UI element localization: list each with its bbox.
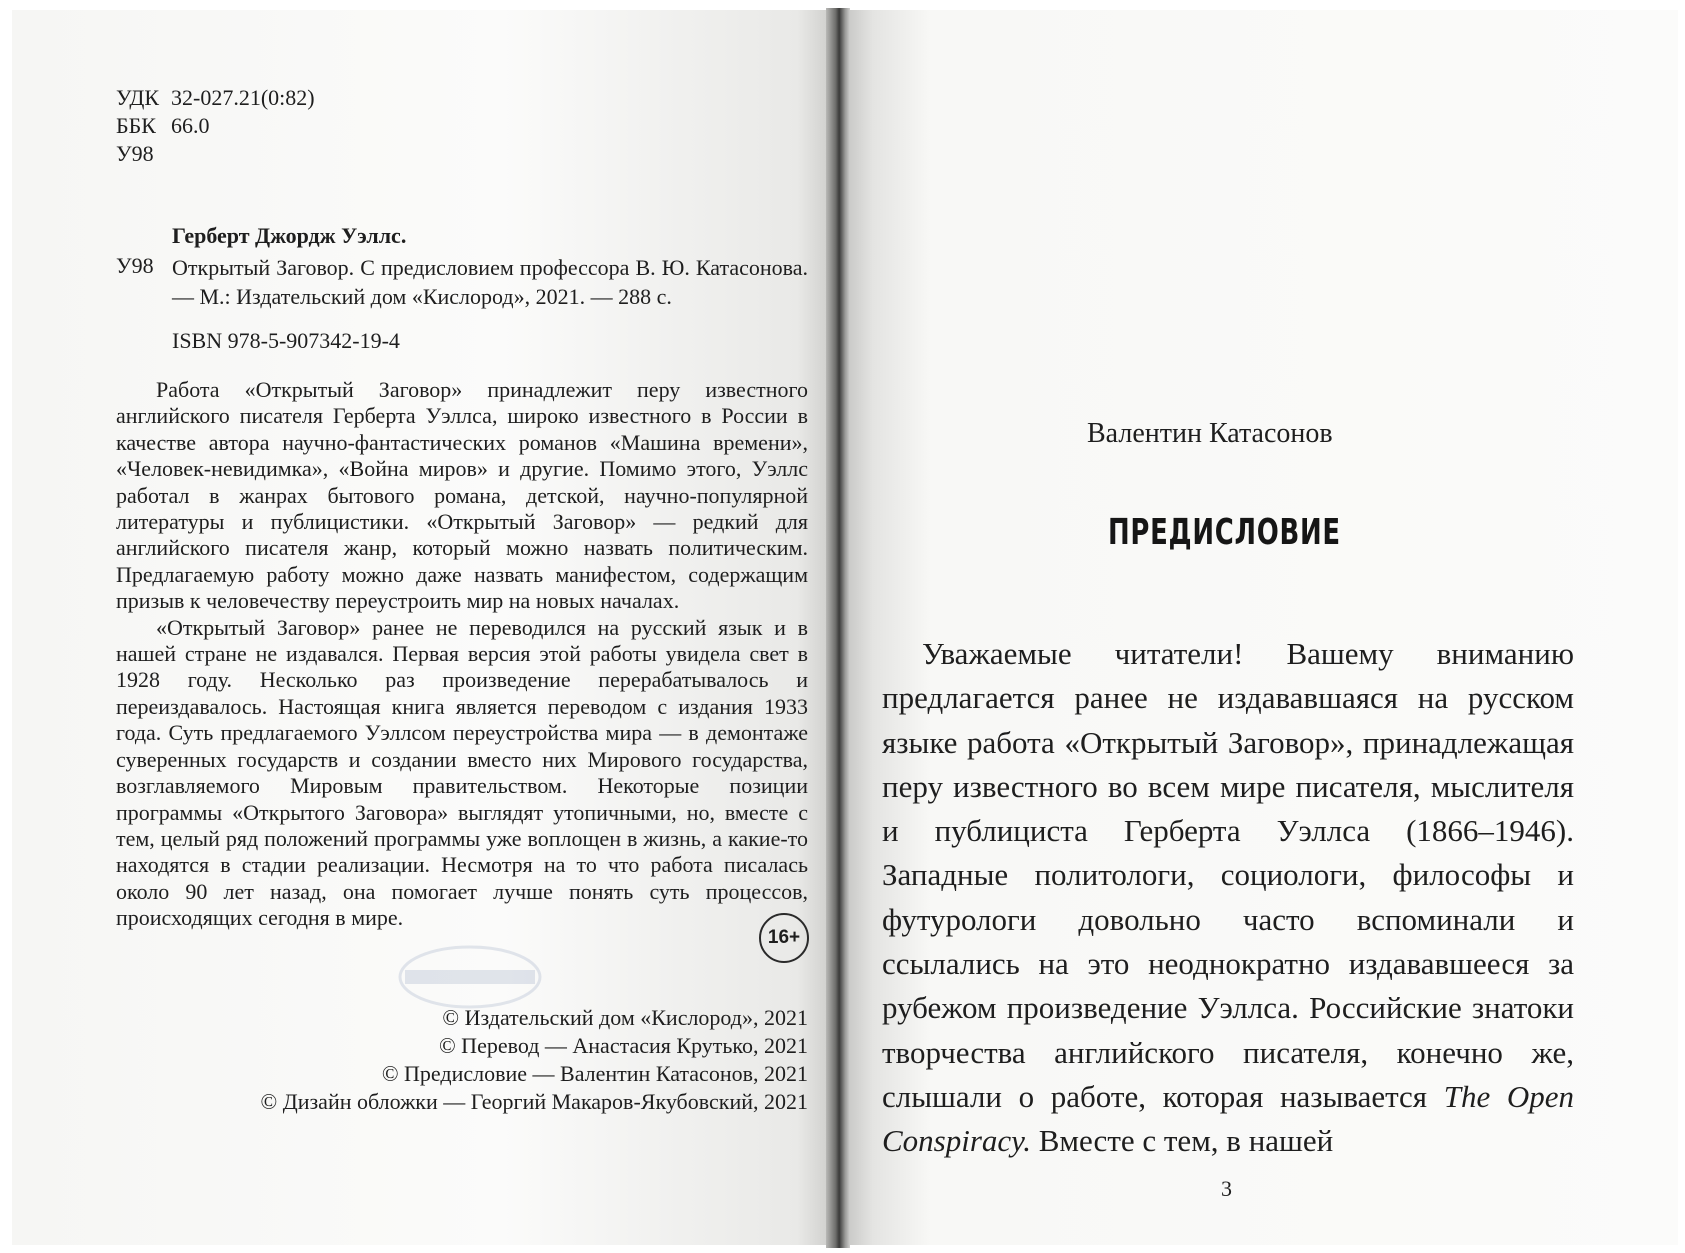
- preface-author: Валентин Катасонов: [1087, 418, 1333, 449]
- book-gutter: [826, 8, 850, 1248]
- copyright-block: [108, 1004, 808, 1116]
- classification-key: УДК: [116, 85, 160, 110]
- preface-body: [882, 632, 1574, 1164]
- classification-value: 66.0: [171, 113, 210, 138]
- preface-italic-title: The Open Conspiracy.: [882, 1078, 1574, 1159]
- preface-text-tail: Вместе с тем, в нашей: [1030, 1123, 1334, 1159]
- isbn: ISBN 978-5-907342-19-4: [172, 328, 400, 353]
- publisher-logo-ghost: [385, 942, 555, 1012]
- page-number: 3: [1221, 1176, 1232, 1201]
- annotation: [116, 377, 808, 932]
- copyright-line: © Издательский дом «Кислород», 2021: [442, 1005, 808, 1030]
- preface-title: ПРЕДИСЛОВИЕ: [1108, 512, 1341, 553]
- annotation-paragraph: Работа «Открытый Заговор» принадлежит перу известного английского писателя Герберта Уэллса, широко известного в России в качестве автора научно-фантастических романов «Машина времени», «Человек-невидимка», «Война миров» и другие. Помимо этого, Уэллс работал в жанрах бытового романа, детской, научно-популярной литературы и публицистики. «Открытый Заговор» — редкий для английского писателя жанр, который можно назвать политическим. Предлагаемую работу можно даже назвать манифестом, содержащим призыв к человечеству переустроить мир на новых началах.: [116, 377, 808, 614]
- copyright-line: © Перевод — Анастасия Крутько, 2021: [438, 1033, 808, 1058]
- copyright-line: © Предисловие — Валентин Катасонов, 2021: [381, 1061, 808, 1086]
- annotation-paragraph: «Открытый Заговор» ранее не переводился на русский язык и в нашей стране не издавался. Первая версия этой работы увидела свет в 1928 году. Несколько раз произведение перерабатывалось и переиздавалось. Настоящая книга является переводом с издания 1933 года. Суть предлагаемого Уэллсом переустройства мира — в демонтаже суверенных государств и создании вместо них Мирового государства, возглавляемого Мировым правительством. Некоторые позиции программы «Открытого Заговора» выглядят утопичными, но, вместе с тем, целый ряд положений программы уже воплощен в жизнь, а какие-то находятся в стадии реализации. Несмотря на то что работа писалась около 90 лет назад, она помогает лучше понять суть процессов, происходящих сегодня в мире.: [116, 614, 808, 931]
- classification-row: [116, 112, 315, 140]
- classification-value: 32-027.21(0:82): [171, 85, 315, 110]
- classification-row: [116, 140, 315, 168]
- classification-key: У98: [116, 141, 154, 166]
- preface-text: Уважаемые читатели! Вашему вниманию предлагается ранее не издававшаяся на русском языке работа «Открытый Заговор», принадлежащая перу известного во всем мире писателя, мыслителя и публициста Герберта Уэллса (1866–1946). Западные политологи, социологи, философы и футурологи довольно часто вспоминали и ссылались на это неоднократно издававшееся за рубежом произведение Уэллса. Российские знатоки творчества английского писателя, конечно же, слышали о работе, которая называется: [882, 636, 1574, 1114]
- age-rating-badge: 16+: [759, 913, 809, 963]
- preface-paragraph: [882, 632, 1574, 1164]
- author-heading: Герберт Джордж Уэллс.: [172, 223, 407, 248]
- bib-code: У98: [116, 253, 154, 278]
- bib-description: Открытый Заговор. С предисловием профессора В. Ю. Катасонова. — М.: Издательский дом «Кислород», 2021. — 288 с.: [172, 255, 808, 309]
- classification-row: [116, 84, 315, 112]
- classification-key: ББК: [116, 113, 156, 138]
- classification-block: [116, 84, 315, 168]
- copyright-line: © Дизайн обложки — Георгий Макаров-Якубовский, 2021: [260, 1089, 808, 1114]
